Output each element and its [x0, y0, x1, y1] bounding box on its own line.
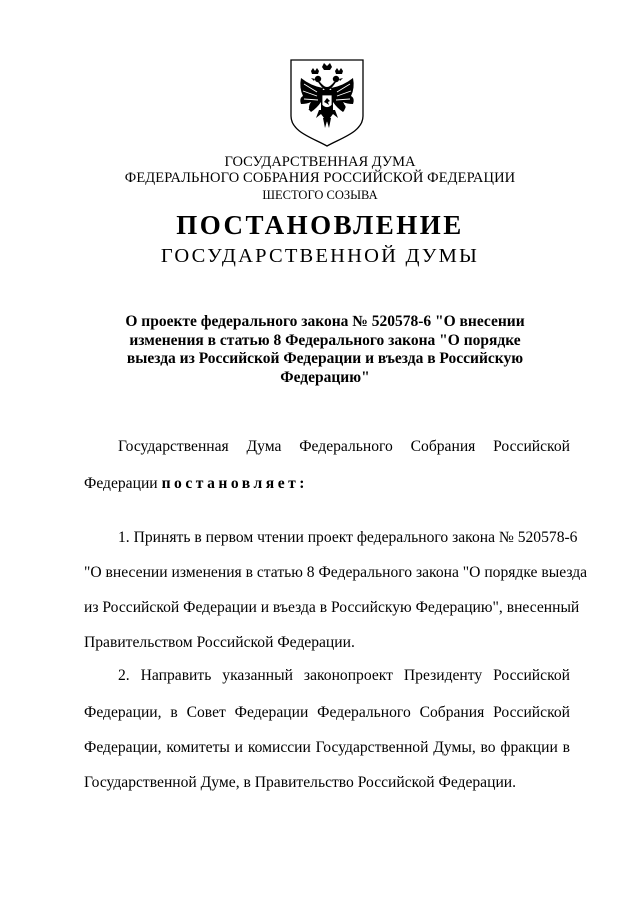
- paragraph-2-line: Государственной Думе, в Правительство Российской Федерации.: [84, 774, 517, 791]
- subject-line: О проекте федерального закона № 520578-6 "О внесении: [125, 313, 525, 330]
- document-title: ПОСТАНОВЛЕНИЕ: [176, 210, 464, 240]
- preamble-text: Федерации: [84, 475, 158, 492]
- convocation-label: ШЕСТОГО СОЗЫВА: [262, 188, 378, 202]
- paragraph-1-line: Правительством Российской Федерации.: [84, 634, 355, 651]
- subject-line: выезда из Российской Федерации и въезда в Российскую: [126, 350, 524, 367]
- org-name-line1: ГОСУДАРСТВЕННАЯ ДУМА: [224, 154, 416, 170]
- subject-line: изменения в статью 8 Федерального закона "О порядке: [129, 331, 521, 349]
- paragraph-2-line: Федерации, в Совет Федерации Федерального Собрания Российской: [84, 704, 570, 721]
- paragraph-2-line: Федерации, комитеты и комиссии Государственной Думы, во фракции в: [84, 739, 570, 756]
- paragraph-1-line: 1. Принять в первом чтении проект федерального закона № 520578-6: [118, 529, 578, 546]
- document-subtitle: ГОСУДАРСТВЕННОЙ ДУМЫ: [160, 245, 480, 267]
- paragraph-2-line: 2. Направить указанный законопроект Президенту Российской: [118, 667, 570, 684]
- preamble-line: [84, 474, 570, 494]
- russian-coat-of-arms-icon: [289, 58, 365, 148]
- org-name-line2: ФЕДЕРАЛЬНОГО СОБРАНИЯ РОССИЙСКОЙ ФЕДЕРАЦИИ: [124, 170, 516, 186]
- paragraph-1-line: "О внесении изменения в статью 8 Федерального закона "О порядке выезда: [84, 564, 588, 581]
- resolves-verb: постановляет:: [161, 475, 308, 492]
- document-subject: [118, 313, 532, 387]
- preamble-line: Государственная Дума Федерального Собрания Российской: [118, 438, 570, 455]
- paragraph-1-line: из Российской Федерации и въезда в Российскую Федерацию", внесенный: [84, 599, 580, 616]
- subject-line: Федерацию": [280, 368, 370, 386]
